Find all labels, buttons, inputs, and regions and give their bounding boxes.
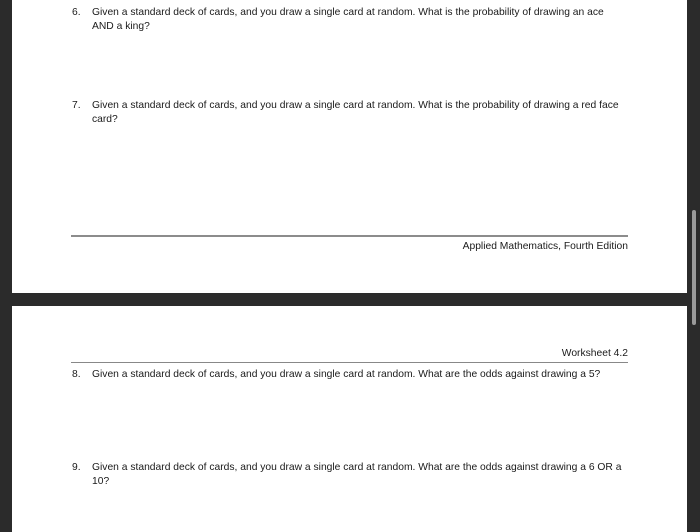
question-text: Given a standard deck of cards, and you draw a single card at random. What is the probability of drawing a red face card? xyxy=(92,100,619,125)
vertical-scrollbar[interactable] xyxy=(692,210,696,325)
question-text: Given a standard deck of cards, and you draw a single card at random. What is the probability of drawing an ace AND a king? xyxy=(92,7,604,32)
question-number: 9. xyxy=(72,462,81,473)
page-footer: Applied Mathematics, Fourth Edition xyxy=(462,241,628,252)
header-divider xyxy=(71,362,628,363)
footer-divider xyxy=(71,235,628,237)
worksheet-page-1 xyxy=(12,0,687,293)
question-number: 6. xyxy=(72,7,81,18)
question-number: 8. xyxy=(72,369,81,380)
question-text: Given a standard deck of cards, and you draw a single card at random. What are the odds against drawing a 6 OR a 10? xyxy=(92,462,622,487)
question-text: Given a standard deck of cards, and you draw a single card at random. What are the odds against drawing a 5? xyxy=(92,369,601,380)
worksheet-page-2 xyxy=(12,306,687,532)
page-header: Worksheet 4.2 xyxy=(561,348,628,359)
question-number: 7. xyxy=(72,100,81,111)
